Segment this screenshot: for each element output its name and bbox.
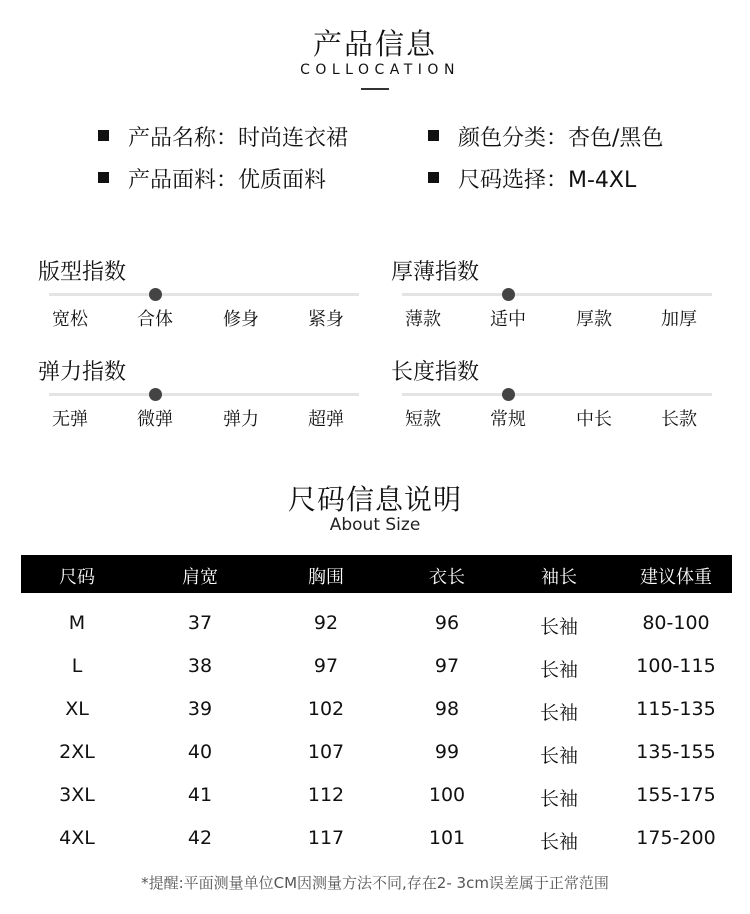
elasticity-index-title: 弹力指数 bbox=[38, 360, 127, 385]
length-index-marker-icon bbox=[502, 388, 515, 401]
elasticity-index-level: 无弹 bbox=[52, 409, 88, 430]
column-header: 衣长 bbox=[429, 567, 465, 588]
length-index-track bbox=[402, 393, 712, 396]
thickness-index-level: 加厚 bbox=[661, 309, 697, 330]
table-cell: 100-115 bbox=[636, 655, 716, 677]
bullet-icon bbox=[428, 130, 439, 141]
column-header: 胸围 bbox=[308, 567, 344, 588]
table-cell: 155-175 bbox=[636, 784, 716, 806]
table-cell: 80-100 bbox=[642, 612, 710, 634]
thickness-index-level: 厚款 bbox=[576, 309, 612, 330]
elasticity-index-level: 弹力 bbox=[223, 409, 259, 430]
length-index-title: 长度指数 bbox=[391, 360, 480, 385]
elasticity-index-level: 超弹 bbox=[308, 409, 344, 430]
thickness-index-marker-icon bbox=[502, 288, 515, 301]
table-cell: 98 bbox=[434, 698, 460, 720]
fit-index-track bbox=[49, 293, 359, 296]
measurement-note: *提醒:平面测量单位CM因测量方法不同,存在2- 3cm误差属于正常范围 bbox=[141, 874, 609, 892]
fit-index-level: 修身 bbox=[223, 309, 259, 330]
table-cell: L bbox=[71, 655, 83, 677]
table-cell: 39 bbox=[187, 698, 213, 720]
elasticity-index-marker-icon bbox=[149, 388, 162, 401]
column-header: 袖长 bbox=[541, 567, 577, 588]
column-header: 建议体重 bbox=[640, 567, 712, 588]
info-fabric: 产品面料：优质面料 bbox=[128, 168, 327, 193]
size-section-subtitle: About Size bbox=[329, 515, 421, 535]
table-cell: 37 bbox=[187, 612, 213, 634]
bullet-icon bbox=[428, 172, 439, 183]
elasticity-index-track bbox=[49, 393, 359, 396]
bullet-icon bbox=[98, 172, 109, 183]
table-cell: 2XL bbox=[59, 741, 95, 763]
info-color: 颜色分类：杏色/黑色 bbox=[458, 126, 664, 151]
fit-index-level: 合体 bbox=[137, 309, 173, 330]
table-cell: 长袖 bbox=[539, 788, 578, 810]
fit-index-level: 宽松 bbox=[52, 309, 88, 330]
bullet-icon bbox=[98, 130, 109, 141]
fit-index-title: 版型指数 bbox=[38, 260, 127, 285]
table-cell: 96 bbox=[434, 612, 460, 634]
table-cell: M bbox=[68, 612, 86, 634]
table-cell: 4XL bbox=[59, 827, 95, 849]
table-cell: 长袖 bbox=[539, 702, 578, 724]
fit-index-level: 紧身 bbox=[308, 309, 344, 330]
table-cell: 100 bbox=[428, 784, 466, 806]
page-subtitle: COLLOCATION bbox=[300, 62, 460, 78]
table-cell: 3XL bbox=[59, 784, 95, 806]
elasticity-index-level: 微弹 bbox=[137, 409, 173, 430]
table-cell: 42 bbox=[187, 827, 213, 849]
thickness-index-track bbox=[402, 293, 712, 296]
table-cell: 38 bbox=[187, 655, 213, 677]
title-divider bbox=[361, 88, 389, 90]
table-cell: 175-200 bbox=[636, 827, 716, 849]
info-product-name: 产品名称：时尚连衣裙 bbox=[128, 126, 349, 151]
table-cell: 107 bbox=[307, 741, 345, 763]
table-cell: 40 bbox=[187, 741, 213, 763]
size-section-title: 尺码信息说明 bbox=[287, 483, 462, 516]
page-title: 产品信息 bbox=[312, 27, 437, 61]
info-size: 尺码选择：M-4XL bbox=[458, 168, 637, 193]
table-cell: 长袖 bbox=[539, 745, 578, 767]
table-cell: 长袖 bbox=[539, 831, 578, 853]
table-cell: 115-135 bbox=[636, 698, 716, 720]
table-cell: 102 bbox=[307, 698, 345, 720]
table-cell: 101 bbox=[428, 827, 466, 849]
table-cell: 99 bbox=[434, 741, 460, 763]
table-cell: 117 bbox=[307, 827, 345, 849]
table-cell: 长袖 bbox=[539, 616, 578, 638]
thickness-index-title: 厚薄指数 bbox=[391, 260, 480, 285]
table-cell: 97 bbox=[313, 655, 339, 677]
length-index-level: 常规 bbox=[490, 409, 526, 430]
fit-index-marker-icon bbox=[149, 288, 162, 301]
length-index-level: 长款 bbox=[661, 409, 697, 430]
table-cell: 41 bbox=[187, 784, 213, 806]
column-header: 肩宽 bbox=[182, 567, 218, 588]
length-index-level: 短款 bbox=[405, 409, 441, 430]
table-cell: XL bbox=[65, 698, 89, 720]
table-cell: 135-155 bbox=[636, 741, 716, 763]
length-index-level: 中长 bbox=[576, 409, 612, 430]
table-cell: 112 bbox=[307, 784, 345, 806]
thickness-index-level: 薄款 bbox=[405, 309, 441, 330]
table-cell: 97 bbox=[434, 655, 460, 677]
table-cell: 92 bbox=[313, 612, 339, 634]
thickness-index-level: 适中 bbox=[490, 309, 526, 330]
table-cell: 长袖 bbox=[539, 659, 578, 681]
column-header: 尺码 bbox=[59, 567, 95, 588]
